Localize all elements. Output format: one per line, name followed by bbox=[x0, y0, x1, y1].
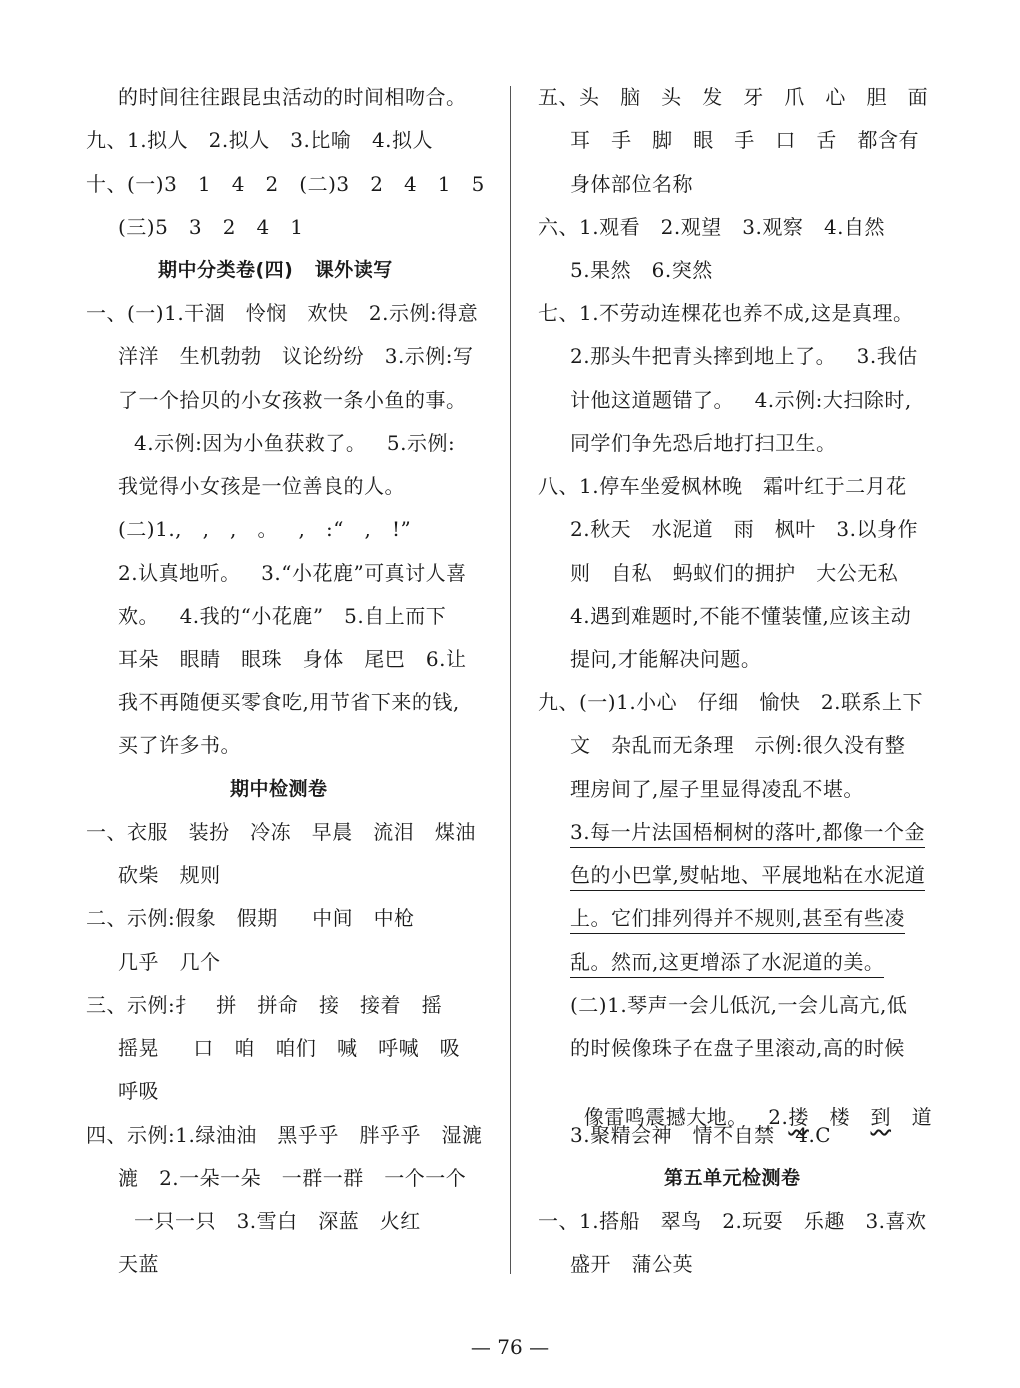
answer-line: 同学们争先恐后地打扫卫生。 bbox=[570, 431, 837, 455]
underlined-answer-line: 乱。然而,这更增添了水泥道的美。 bbox=[570, 949, 884, 978]
answer-line: 三、示例:扌 拼 拼命 接 接着 摇 bbox=[86, 993, 443, 1017]
answer-line: 3.聚精会神 情不自禁 4.C bbox=[570, 1123, 832, 1147]
answer-line: 九、1.拟人 2.拟人 3.比喻 4.拟人 bbox=[86, 128, 434, 152]
answer-line: 一只一只 3.雪白 深蓝 火红 bbox=[134, 1209, 421, 1233]
section-title: 期中分类卷(四) 课外读写 bbox=[158, 259, 393, 281]
answer-line: 的时间往往跟昆虫活动的时间相吻合。 bbox=[118, 85, 467, 109]
answer-line: 一、(一)1.干涸 怜悯 欢快 2.示例:得意 bbox=[86, 301, 479, 325]
answer-line: 文 杂乱而无条理 示例:很久没有整 bbox=[570, 733, 906, 757]
answer-line: 我不再随便买零食吃,用节省下来的钱, bbox=[118, 690, 460, 714]
answer-line: (二)1., , , 。 , :“ , !” bbox=[118, 517, 412, 541]
wavy-underlined-char: 搂 bbox=[788, 1105, 809, 1129]
underlined-answer-line: 3.每一片法国梧桐树的落叶,都像一个金 bbox=[570, 819, 925, 848]
answer-line: 理房间了,屋子里显得凌乱不堪。 bbox=[570, 777, 864, 801]
underlined-answer-line: 色的小巴掌,熨帖地、平展地粘在水泥道 bbox=[570, 862, 925, 891]
answer-line: 我觉得小女孩是一位善良的人。 bbox=[118, 474, 405, 498]
answer-line: 耳朵 眼睛 眼珠 身体 尾巴 6.让 bbox=[118, 647, 467, 671]
answer-line: 一、衣服 装扮 冷冻 早晨 流泪 煤油 bbox=[86, 820, 476, 844]
answer-line: 2.秋天 水泥道 雨 枫叶 3.以身作 bbox=[570, 517, 918, 541]
section-title: 期中检测卷 bbox=[230, 778, 328, 800]
answer-line: 砍柴 规则 bbox=[118, 863, 221, 887]
answer-line: 几乎 几个 bbox=[118, 950, 221, 974]
column-divider bbox=[510, 86, 511, 1274]
answer-text: 楼 bbox=[808, 1105, 871, 1129]
answer-line: 五、头 脑 头 发 牙 爪 心 胆 面 bbox=[538, 85, 929, 109]
answer-line: 呼吸 bbox=[118, 1079, 159, 1103]
answer-line: 了一个拾贝的小女孩救一条小鱼的事。 bbox=[118, 388, 467, 412]
answer-line: 二、示例:假象 假期 中间 中枪 bbox=[86, 906, 415, 930]
answer-line: 漉 2.一朵一朵 一群一群 一个一个 bbox=[118, 1166, 467, 1190]
answer-line: 耳 手 脚 眼 手 口 舌 都含有 bbox=[570, 128, 920, 152]
answer-line: 十、(一)3 1 4 2 (二)3 2 4 1 5 bbox=[86, 172, 485, 196]
answer-line: 欢。 4.我的“小花鹿” 5.自上而下 bbox=[118, 604, 447, 628]
answer-line: 提问,才能解决问题。 bbox=[570, 647, 762, 671]
answer-line: 买了许多书。 bbox=[118, 733, 241, 757]
underlined-answer-line: 上。它们排列得并不规则,甚至有些凌 bbox=[570, 905, 905, 934]
wavy-underlined-char: 到 bbox=[870, 1105, 892, 1129]
answer-line: 七、1.不劳动连棵花也养不成,这是真理。 bbox=[538, 301, 914, 325]
answer-line: 2.那头牛把青头摔到地上了。 3.我估 bbox=[570, 344, 918, 368]
answer-line: 八、1.停车坐爱枫林晚 霜叶红于二月花 bbox=[538, 474, 907, 498]
answer-line: 摇晃 口 咱 咱们 喊 呼喊 吸 bbox=[118, 1036, 461, 1060]
answer-line: 2.认真地听。 3.“小花鹿”可真讨人喜 bbox=[118, 561, 467, 585]
answer-line: 洋洋 生机勃勃 议论纷纷 3.示例:写 bbox=[118, 344, 474, 368]
answer-line: 则 自私 蚂蚁们的拥护 大公无私 bbox=[570, 561, 899, 585]
answer-line: 身体部位名称 bbox=[570, 172, 693, 196]
page-number: — 76 — bbox=[470, 1335, 550, 1359]
answer-line: 4.遇到难题时,不能不懂装懂,应该主动 bbox=[570, 604, 912, 628]
section-title: 第五单元检测卷 bbox=[664, 1167, 801, 1189]
answer-line: (三)5 3 2 4 1 bbox=[118, 215, 304, 239]
answer-line: 四、示例:1.绿油油 黑乎乎 胖乎乎 湿漉 bbox=[86, 1123, 483, 1147]
answer-line: 天蓝 bbox=[118, 1252, 159, 1276]
answer-line: 六、1.观看 2.观望 3.观察 4.自然 bbox=[538, 215, 886, 239]
answer-line: 一、1.搭船 翠鸟 2.玩耍 乐趣 3.喜欢 bbox=[538, 1209, 927, 1233]
answer-line: 的时候像珠子在盘子里滚动,高的时候 bbox=[570, 1036, 905, 1060]
answer-text: 像雷鸣震撼大地。 2. bbox=[583, 1105, 789, 1129]
answer-line: 5.果然 6.突然 bbox=[570, 258, 713, 282]
answer-line: 计他这道题错了。 4.示例:大扫除时, bbox=[570, 388, 912, 412]
answer-line: 九、(一)1.小心 仔细 愉快 2.联系上下 bbox=[538, 690, 923, 714]
answer-line: (二)1.琴声一会儿低沉,一会儿高亢,低 bbox=[570, 993, 908, 1017]
answer-line: 4.示例:因为小鱼获救了。 5.示例: bbox=[134, 431, 456, 455]
answer-line: 盛开 蒲公英 bbox=[570, 1252, 694, 1276]
answer-text: 道 bbox=[891, 1105, 933, 1129]
